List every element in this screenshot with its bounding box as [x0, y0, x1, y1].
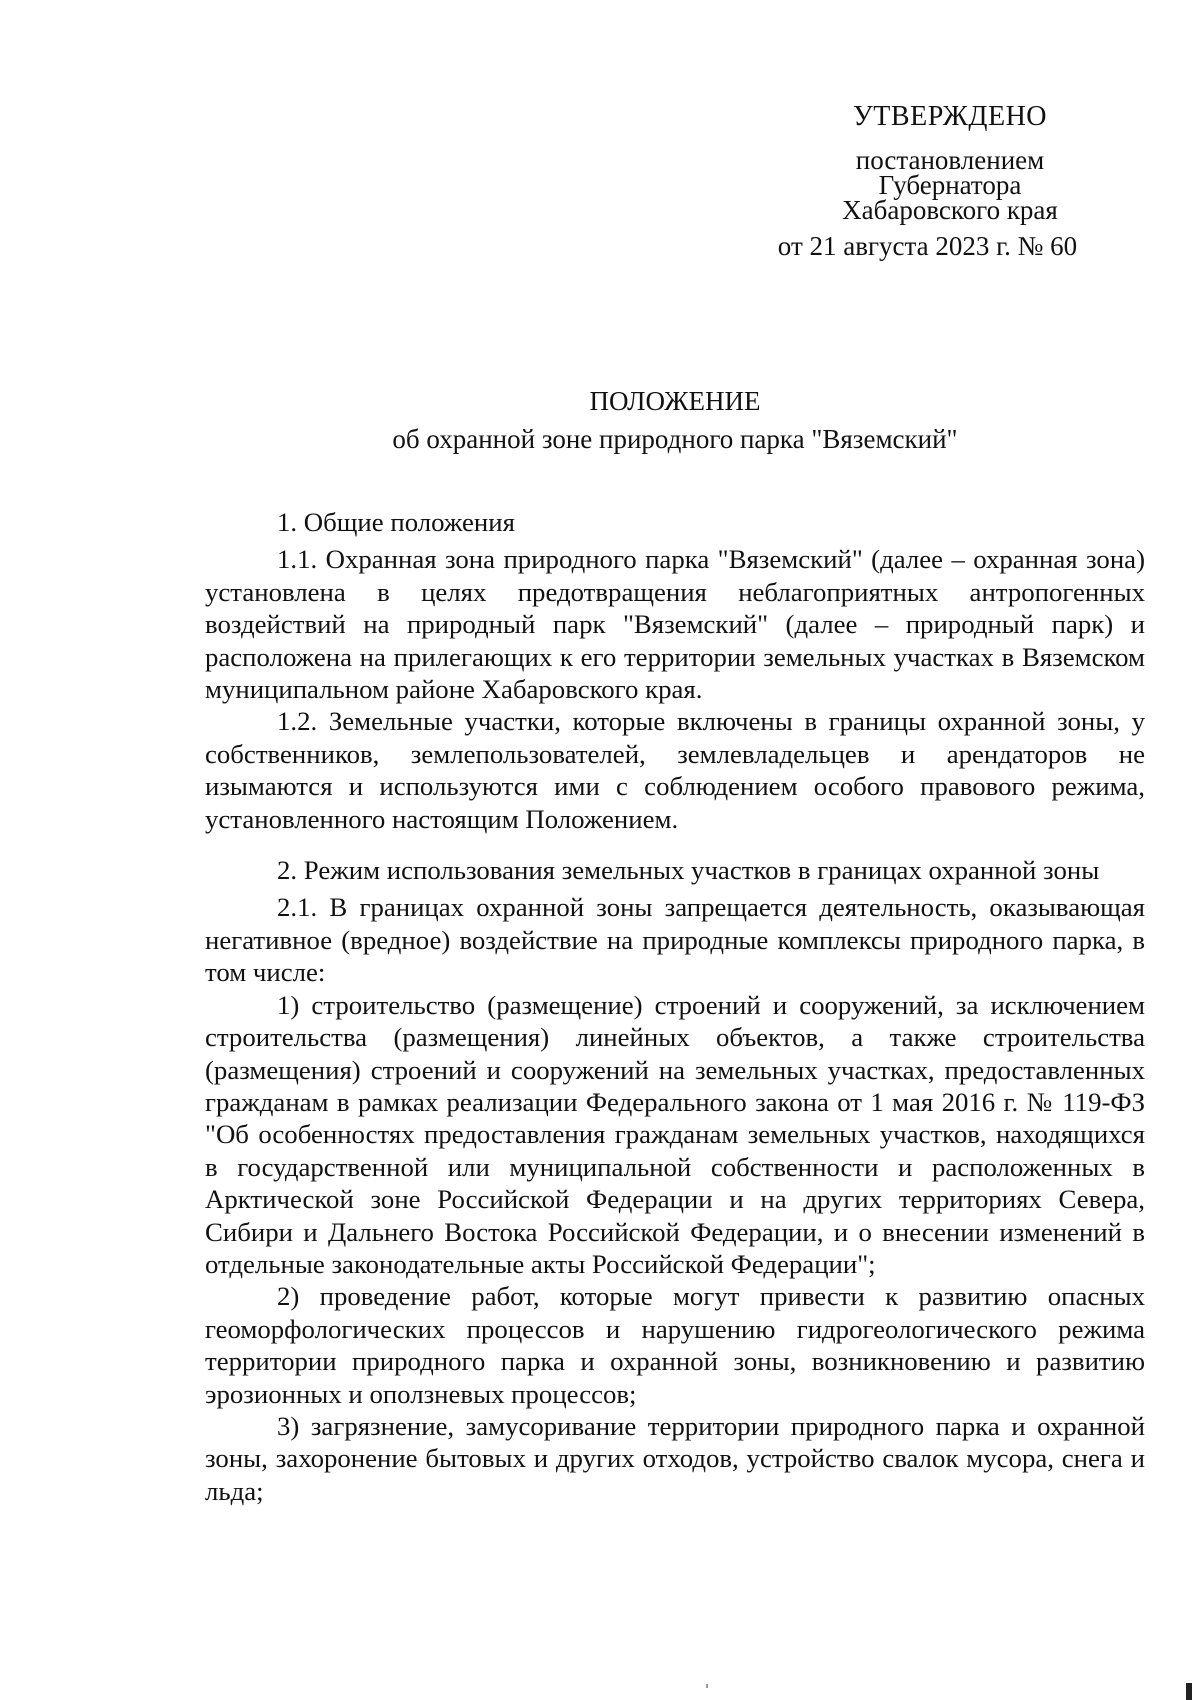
document-title: ПОЛОЖЕНИЕ	[589, 386, 761, 416]
section-2-heading: 2. Режим использования земельных участков в границах охранной зоны	[277, 855, 1100, 886]
document-body	[205, 506, 1145, 1507]
approval-line-governor: Губернатора	[878, 170, 1022, 200]
section-1-heading: 1. Общие положения	[277, 507, 515, 537]
approval-block	[770, 101, 1130, 261]
list-item-3: 3) загрязнение, замусоривание территории природного парка и охранной зоны, захоронение бытовых и других отходов, устройство свалок мусора, снега и льда;	[205, 1410, 1145, 1506]
approval-line-resolution: постановлением	[855, 145, 1045, 175]
scan-speck	[706, 1684, 708, 1688]
document-header	[205, 382, 1145, 458]
approval-title: УТВЕРЖДЕНО	[852, 101, 1048, 132]
approval-date: от 21 августа 2023 г. № 60	[777, 231, 1078, 261]
page-edge-mark	[1186, 1683, 1192, 1700]
approval-line-region: Хабаровского края	[842, 195, 1058, 225]
paragraph-1-2: 1.2. Земельные участки, которые включены в границы охранной зоны, у собственников, землепользователей, землевладельцев и арендаторов не изымаются и используются ими с соблюдением особого правового режима, установленного настоящим Положением.	[205, 706, 1145, 834]
paragraph-1-1: 1.1. Охранная зона природного парка "Вяземский" (далее – охранная зона) установлена в целях предотвращения неблагоприятных антропогенных воздействий на природный парк "Вяземский" (далее – природный парк) и расположена на прилегающих к его территории земельных участках в Вяземском муниципальном районе Хабаровского края.	[205, 544, 1145, 705]
list-item-1: 1) строительство (размещение) строений и сооружений, за исключением строительства (размещения) линейных объектов, а также строительства (размещения) строений и сооружений на земельных участках, предоставленных гражданам в рамках реализации Федерального закона от 1 мая 2016 г. № 119-ФЗ "Об особенностях предоставления гражданам земельных участков, находящихся в государственной или муниципальной собственности и расположенных в Арктической зоне Российской Федерации и на других территориях Севера, Сибири и Дальнего Востока Российской Федерации, и о внесении изменений в отдельные законодательные акты Российской Федерации";	[205, 989, 1145, 1279]
paragraph-2-1: 2.1. В границах охранной зоны запрещается деятельность, оказывающая негативное (вредное) воздействие на природные комплексы природного парка, в том числе:	[205, 892, 1145, 988]
document-subtitle: об охранной зоне природного парка "Вяземский"	[392, 424, 958, 454]
list-item-2: 2) проведение работ, которые могут привести к развитию опасных геоморфологических процессов и нарушению гидрогеологического режима территории природного парка и охранной зоны, возникновению и развитию эрозионных и оползневых процессов;	[205, 1281, 1145, 1409]
